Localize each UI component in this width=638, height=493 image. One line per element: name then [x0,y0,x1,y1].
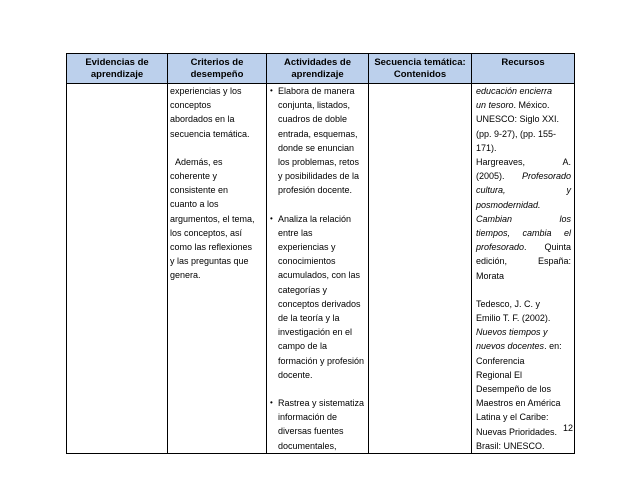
cell-recursos [472,84,575,454]
criterios-line: Además, es [175,156,223,167]
criterios-line: cuanto a los [170,199,219,210]
recurso-line: edición, España: [476,256,571,267]
header-criterios: Criterios de desempeño [168,54,267,84]
criterios-line: secuencia temática. [170,128,250,139]
recurso-line: nuevos docentes. en: [476,341,562,352]
table-header-row [67,54,575,84]
recurso-line: Latina y el Caribe: [476,412,549,423]
recurso-line: tiempos, cambia el [476,228,571,239]
recurso-line: Hargreaves, A. [476,157,571,168]
cell-criterios [168,84,267,454]
recurso-line: Nuevas Prioridades. [476,426,558,437]
recurso-line: Nuevos tiempos y [476,327,548,338]
criterios-line: coherente y [170,171,218,182]
recurso-line: (pp. 9-27), (pp. 155- [476,128,557,139]
recurso-line: posmodernidad. [476,199,541,210]
recurso-line: Desempeño de los [476,384,552,395]
header-recursos: Recursos [472,54,575,84]
criterios-line: y las preguntas que [170,256,249,267]
criterios-line: como las reflexiones [170,242,253,253]
recurso-line: (2005). Profesorado [476,171,571,182]
header-evidencias: Evidencias de aprendizaje [67,54,168,84]
bullet-icon [270,396,273,410]
table-row [67,84,575,454]
recurso-line: Brasil: UNESCO. [476,440,545,451]
bullet-icon [270,212,273,226]
criterios-line: consistente en [170,185,229,196]
recurso-line: UNESCO: Siglo XXI. [476,114,560,125]
criterios-line: argumentos, el tema, [170,213,255,224]
recurso-line: educación encierra [476,86,553,96]
recurso-line: Emilio T. F. (2002). [476,313,551,324]
cell-actividades [267,84,369,454]
recurso-line: 171). [476,142,497,153]
activity-item: • Analiza la relación entre las experiencias y conocimientos acumulados, con las categorías y conceptos derivados de la teoría y la investigación en el campo de la formación y profesión docente. [270,212,365,382]
activity-item: • Rastrea y sistematiza información de diversas fuentes documentales, [270,396,365,453]
competency-table [66,53,575,454]
recurso-line: Tedesco, J. C. y [476,298,541,309]
header-actividades: Actividades de aprendizaje [267,54,369,84]
criterios-line: abordados en la [170,114,235,125]
recurso-line: Morata [476,270,505,281]
recurso-line: Conferencia [476,355,525,366]
criterios-line: conceptos [170,100,212,111]
bullet-icon [270,84,273,98]
criterios-line: genera. [170,270,201,281]
recurso-line: Regional El [476,369,523,380]
recurso-line: profesorado. Quinta [476,242,571,253]
page-number: 12 [563,423,574,433]
criterios-line: los conceptos, así [170,227,243,238]
cell-secuencia [369,84,472,454]
recurso-line: Cambian los [476,213,571,224]
criterios-line: experiencias y los [170,86,242,96]
recurso-line: cultura, y [476,185,571,196]
activity-item: • Elabora de manera conjunta, listados, cuadros de doble entrada, esquemas, donde se enuncian los problemas, retos y posibilidades de la profesión docente. [270,84,365,198]
recurso-line: un tesoro. México. [476,100,550,111]
header-secuencia: Secuencia temática: Contenidos [369,54,472,84]
recurso-line: Maestros en América [476,398,561,409]
cell-evidencias [67,84,168,454]
